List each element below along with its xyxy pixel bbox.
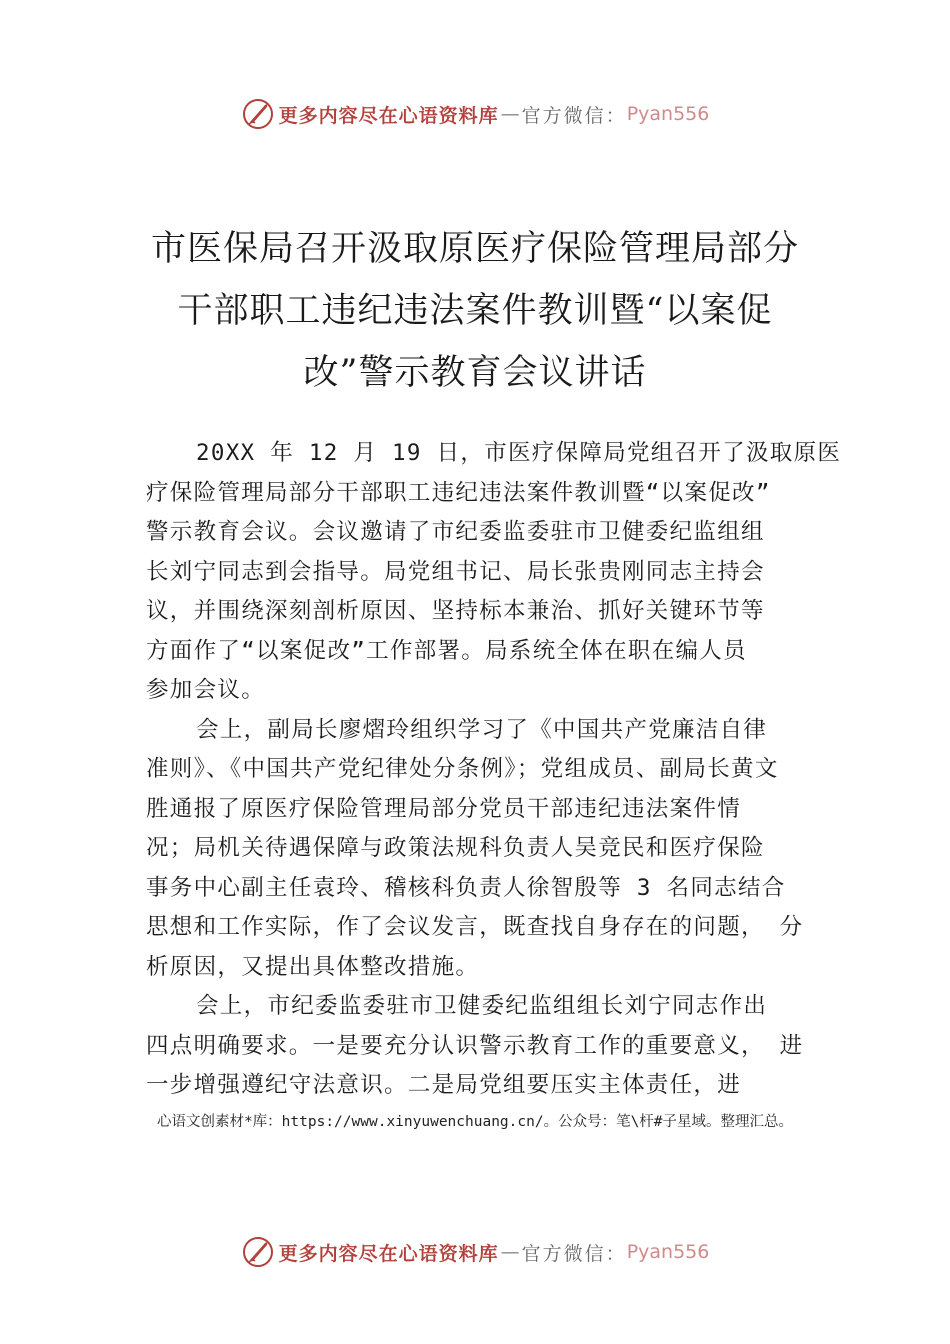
banner-wechat-label: 官方微信：	[521, 104, 627, 127]
body-line: 方面作了“以案促改”工作部署。局系统全体在职在编人员	[146, 637, 747, 664]
document-title	[120, 218, 830, 404]
body-line: 事务中心副主任袁玲、稽核科负责人徐智殷等 3 名同志结合	[146, 874, 786, 901]
body-line: 一步增强遵纪守法意识。二是局党组要压实主体责任，进	[146, 1072, 742, 1098]
banner-wechat-label: 官方微信：	[521, 1242, 627, 1265]
body-line: 20XX 年 12 月 19 日，市医疗保障局党组召开了汲取原医	[196, 440, 842, 466]
quill-logo-icon	[241, 1235, 275, 1269]
body-line: 准则》、《中国共产党纪律处分条例》；党组成员、副局长黄文	[146, 756, 779, 782]
body-line: 长刘宁同志到会指导。局党组书记、局长张贵刚同志主持会	[146, 558, 765, 585]
header-banner	[0, 94, 950, 134]
body-line: 胜通报了原医疗保险管理局部分党员干部违纪违法案件情	[146, 795, 742, 822]
body-line: 会上，副局长廖熠玲组织学习了《中国共产党廉洁自律	[196, 716, 768, 743]
body-line: 况；局机关待遇保障与政策法规科负责人吴竞民和医疗保险	[146, 835, 765, 861]
body-line: 析原因，又提出具体整改措施。	[146, 953, 480, 980]
body-line: 议，并围绕深刻剖析原因、坚持标本兼治、抓好关键环节等	[146, 598, 765, 624]
body-line: 思想和工作实际，作了会议发言，既查找自身存在的问题， 分	[146, 914, 804, 940]
title-line: 改”警示教育会议讲话	[303, 353, 647, 393]
banner-dash: —	[500, 103, 520, 125]
quill-logo-icon	[241, 97, 275, 131]
title-line: 干部职工违纪违法案件教训暨“以案促	[177, 291, 773, 331]
title-line: 市医保局召开汲取原医疗保险管理局部分	[150, 229, 799, 269]
body-line: 警示教育会议。会议邀请了市纪委监委驻市卫健委纪监组组	[146, 519, 765, 545]
document-body	[146, 434, 842, 1106]
body-line: 疗保险管理局部分干部职工违纪违法案件教训暨“以案促改”	[146, 479, 771, 506]
footer-banner	[0, 1232, 950, 1272]
body-line: 会上，市纪委监委驻市卫健委纪监组组长刘宁同志作出	[196, 993, 768, 1019]
source-footnote: 心语文创素材*库：https://www.xinyuwenchuang.cn/。公众号：笔\杆#子星域。整理汇总。	[156, 1114, 794, 1130]
banner-wechat-id: Pyan556	[626, 103, 710, 125]
body-line: 参加会议。	[146, 677, 266, 703]
banner-wechat-id: Pyan556	[626, 1241, 710, 1263]
banner-brand: 更多内容尽在心语资料库	[278, 104, 499, 127]
body-line: 四点明确要求。一是要充分认识警示教育工作的重要意义， 进	[146, 1032, 804, 1059]
banner-brand: 更多内容尽在心语资料库	[278, 1242, 499, 1265]
banner-dash: —	[500, 1241, 520, 1263]
